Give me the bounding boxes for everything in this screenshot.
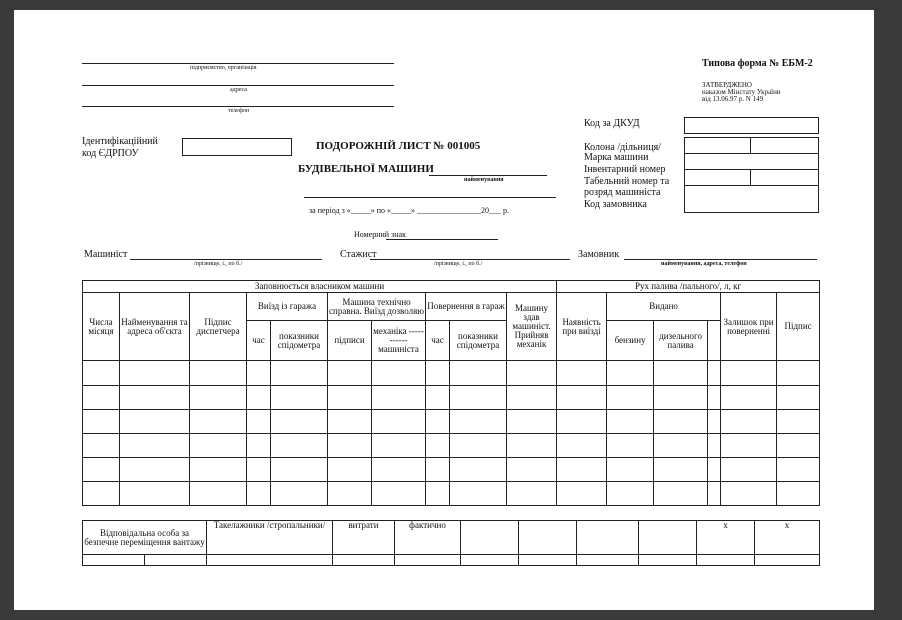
main-table <box>82 280 820 506</box>
fuel-header: Рух палива /пального/, л, кг <box>557 281 820 293</box>
col-remain: Залишок при поверненні <box>721 293 777 361</box>
operator-line <box>130 259 322 260</box>
address-caption: адреса <box>230 87 247 93</box>
col-onhand: Наявність при виїзді <box>557 293 607 361</box>
marka-label: Марка машини <box>584 152 649 163</box>
table-row[interactable] <box>83 434 820 458</box>
period-text: за період з «_____» по «_____» ________________20___ р. <box>309 206 510 215</box>
phone-caption: телефон <box>228 108 250 114</box>
kod-zam-label: Код замовника <box>584 199 647 210</box>
codes-rule <box>684 153 818 154</box>
id-code-field[interactable] <box>182 138 292 156</box>
operator-label: Машиніст <box>84 249 128 260</box>
customer-caption: найменування, адреса, телефон <box>661 261 747 267</box>
approved-line-3: від 13.06.97 р. N 149 <box>702 95 764 103</box>
table-row[interactable] <box>83 361 820 386</box>
id-code-label-2: код ЄДРПОУ <box>82 148 139 159</box>
col-return: Повернення в гараж <box>426 293 507 321</box>
owner-header: Заповнюється власником машини <box>83 281 557 293</box>
codes-grid[interactable] <box>684 137 819 213</box>
extra-line <box>304 197 556 198</box>
inv-label: Інвентарний номер <box>584 164 666 175</box>
col-signature: підписи <box>328 321 372 361</box>
enterprise-line <box>82 63 394 64</box>
table-row[interactable] <box>83 386 820 410</box>
col-issued: Видано <box>607 293 721 321</box>
costs-label: витрати <box>333 521 395 555</box>
col-hour-2: час <box>426 321 450 361</box>
x-mark-2: x <box>755 521 820 555</box>
tab-label-1: Табельний номер та <box>584 176 670 187</box>
document-subtitle: БУДІВЕЛЬНОЇ МАШИНИ <box>298 163 434 175</box>
codes-divider <box>750 137 751 153</box>
col-speedo-2: показники спідометра <box>450 321 507 361</box>
id-code-label-1: Ідентифікаційний <box>82 136 158 147</box>
approved-line-2: наказом Мінстату України <box>702 88 781 96</box>
col-machine-ok: Машина технічно справна. Виїзд дозволяю <box>328 293 426 321</box>
form-title: Типова форма № ЕБМ-2 <box>702 58 813 69</box>
plate-label: Номерний знак <box>354 230 406 239</box>
col-extra <box>708 321 721 361</box>
col-handover: Машину здав машиніст. Прийняв механік <box>507 293 557 361</box>
approved-line-1: ЗАТВЕРДЖЕНО <box>702 81 752 89</box>
x-mark-1: x <box>697 521 755 555</box>
codes-rule <box>684 169 818 170</box>
col-mech-driver: механіка ----------- машиніста <box>372 321 426 361</box>
riggers-label: Такелажники /стропальники/ <box>207 521 333 555</box>
waybill-document <box>14 10 874 610</box>
machine-name-line <box>429 175 547 176</box>
experience-label: Стажист <box>340 249 377 260</box>
document-title: ПОДОРОЖНІЙ ЛИСТ № 001005 <box>316 140 481 152</box>
col-hour: час <box>247 321 271 361</box>
kolona-label: Колона /дільниця/ <box>584 142 661 153</box>
tab-label-2: розряд машиніста <box>584 187 661 198</box>
col-gasoline: бензину <box>607 321 654 361</box>
table-row[interactable] <box>83 482 820 506</box>
plate-line <box>386 239 498 240</box>
experience-caption: /прізвище, і., по б./ <box>434 261 483 267</box>
actual-label: фактично <box>395 521 461 555</box>
customer-line <box>624 259 817 260</box>
table-row[interactable] <box>83 410 820 434</box>
col-date: Числа місяця <box>83 293 120 361</box>
address-line <box>82 85 394 86</box>
codes-divider <box>750 169 751 185</box>
col-diesel: дизельного палива <box>654 321 708 361</box>
col-dispatcher: Підпис диспетчера <box>190 293 247 361</box>
customer-label: Замовник <box>578 249 620 260</box>
col-exit: Виїзд із гаража <box>247 293 328 321</box>
codes-rule <box>684 185 818 186</box>
col-speedo: показники спідометра <box>271 321 328 361</box>
col-name: Найменування та адреса об'єкта <box>120 293 190 361</box>
kod-dkud-field[interactable] <box>684 117 819 134</box>
table-row[interactable] <box>83 458 820 482</box>
enterprise-caption: підприємство, організація <box>190 65 257 71</box>
name-caption: найменування <box>464 177 504 183</box>
col-sign: Підпис <box>777 293 820 361</box>
kod-dkud-label: Код за ДКУД <box>584 118 640 129</box>
operator-caption: /прізвище, і., по б./ <box>194 261 243 267</box>
experience-line <box>370 259 570 260</box>
responsible-label: Відповідальна особа за безпечне переміщення вантажу <box>83 521 207 555</box>
bottom-table <box>82 520 820 566</box>
phone-line <box>82 106 394 107</box>
